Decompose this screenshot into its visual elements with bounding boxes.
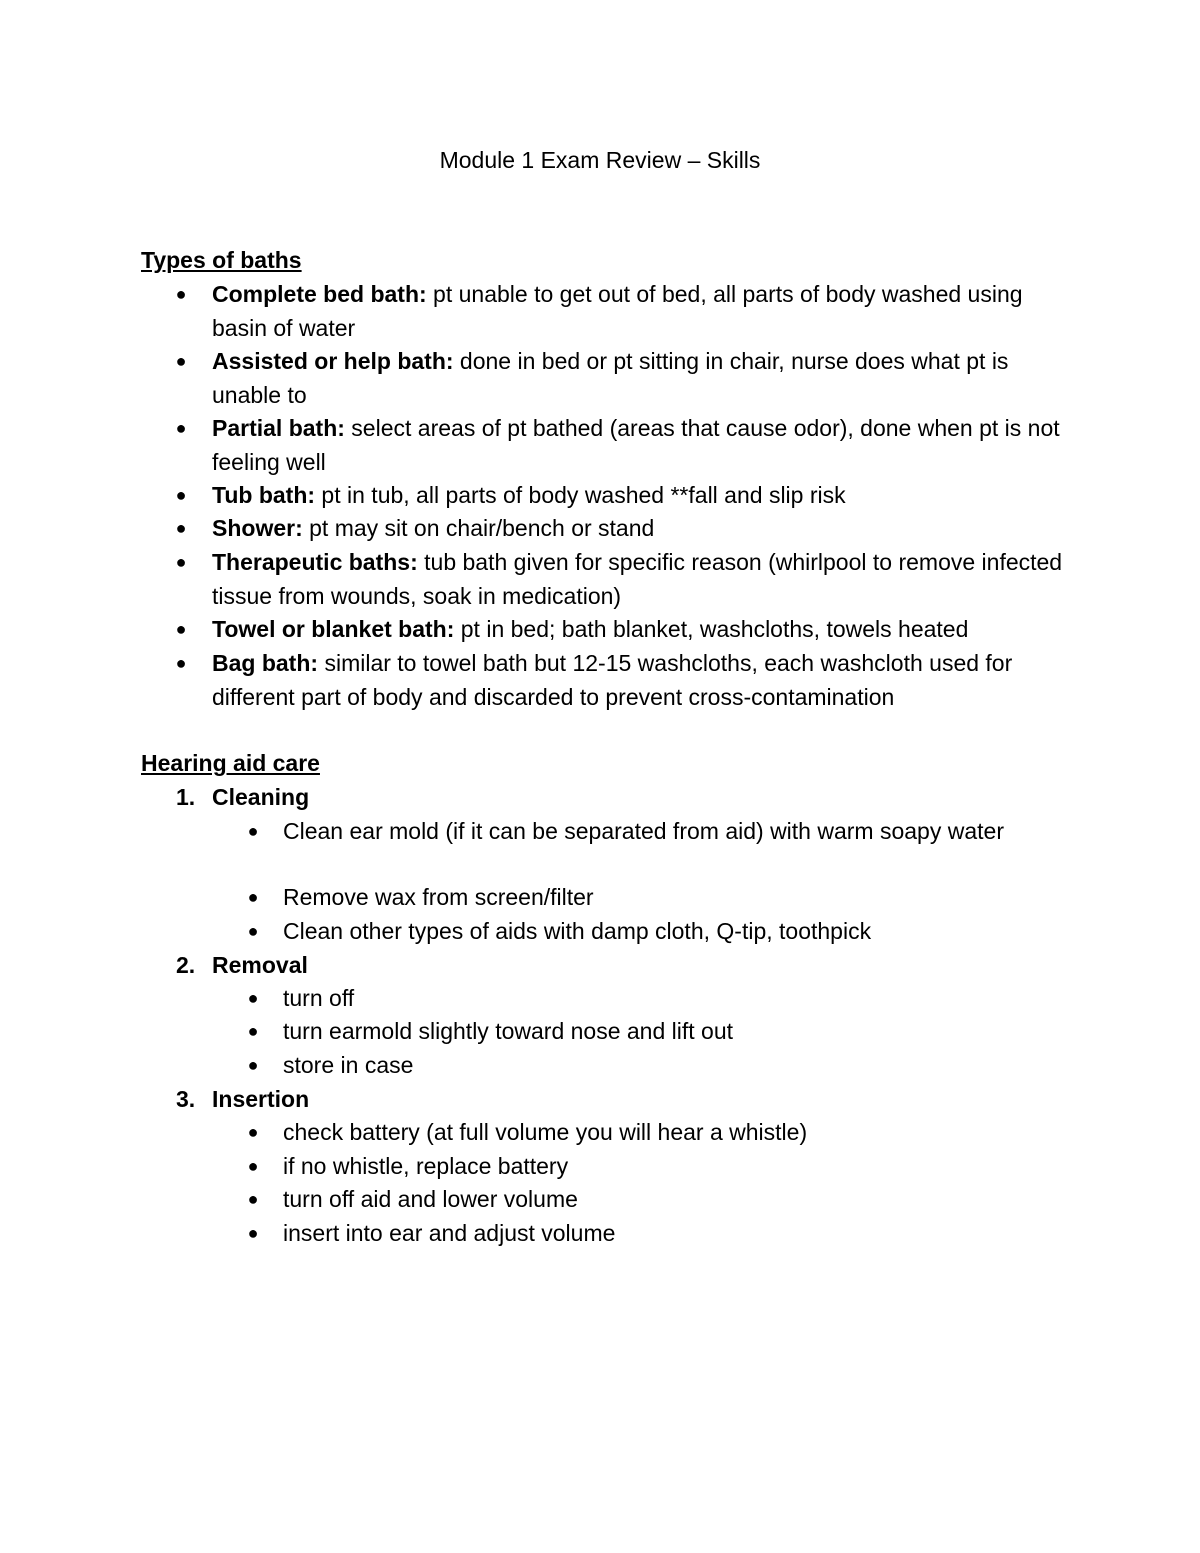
- term-label: Shower:: [212, 515, 303, 541]
- bullet-dot-icon: ●: [175, 418, 187, 438]
- list-item-text: Remove wax from screen/filter: [283, 884, 594, 910]
- term-description: select areas of pt bathed (areas that cause odor), done when pt is not feeling well: [212, 415, 1060, 475]
- list-item-text: Clean ear mold (if it can be separated from aid) with warm soapy water: [283, 818, 1004, 844]
- bullet-dot-icon: ●: [247, 1189, 259, 1209]
- bullet-dot-icon: ●: [175, 552, 187, 572]
- list-item-text: if no whistle, replace battery: [283, 1153, 569, 1179]
- step-label: Removal: [212, 952, 308, 978]
- term-description: pt in tub, all parts of body washed **fall and slip risk: [315, 482, 846, 508]
- step-number: 1.: [176, 784, 196, 810]
- list-item-text: insert into ear and adjust volume: [283, 1220, 616, 1246]
- term-label: Towel or blanket bath:: [212, 616, 455, 642]
- step-label: Cleaning: [212, 784, 310, 810]
- bullet-dot-icon: ●: [247, 821, 259, 841]
- section-heading-baths: Types of baths: [141, 247, 302, 273]
- bullet-dot-icon: ●: [247, 1021, 259, 1041]
- term-description: done in bed or pt sitting in chair, nurse does what pt is unable to: [212, 348, 1009, 408]
- term-description: pt may sit on chair/bench or stand: [302, 515, 655, 541]
- bullet-dot-icon: ●: [175, 518, 187, 538]
- bullet-dot-icon: ●: [175, 619, 187, 639]
- list-item-text: turn earmold slightly toward nose and lift out: [283, 1018, 734, 1044]
- list-item-text: check battery (at full volume you will hear a whistle): [283, 1119, 808, 1145]
- list-item-text: [212, 278, 1072, 345]
- term-label: Complete bed bath:: [212, 281, 427, 307]
- list-item-text: [212, 412, 1072, 479]
- list-item-text: turn off aid and lower volume: [283, 1186, 578, 1212]
- list-item-text: [212, 647, 1072, 714]
- bullet-dot-icon: ●: [175, 485, 187, 505]
- section-heading-hearing: Hearing aid care: [141, 750, 320, 776]
- term-description: pt in bed; bath blanket, washcloths, towels heated: [454, 616, 969, 642]
- list-item-text: store in case: [283, 1052, 414, 1078]
- bullet-dot-icon: ●: [175, 653, 187, 673]
- bullet-dot-icon: ●: [175, 351, 187, 371]
- term-label: Therapeutic baths:: [212, 549, 418, 575]
- term-label: Partial bath:: [212, 415, 345, 441]
- term-description: similar to towel bath but 12-15 washcloths, each washcloth used for different part of body and discarded to prevent cross-contamination: [212, 650, 1013, 710]
- step-number: 3.: [176, 1086, 196, 1112]
- bullet-dot-icon: ●: [247, 1156, 259, 1176]
- bullet-dot-icon: ●: [247, 1055, 259, 1075]
- list-item-text: Clean other types of aids with damp cloth, Q-tip, toothpick: [283, 918, 872, 944]
- list-item-text: [212, 479, 1072, 513]
- term-description: tub bath given for specific reason (whirlpool to remove infected tissue from wounds, soak in medication): [212, 549, 1063, 609]
- term-label: Assisted or help bath:: [212, 348, 454, 374]
- step-number: 2.: [176, 952, 196, 978]
- step-label: Insertion: [212, 1086, 310, 1112]
- term-description: pt unable to get out of bed, all parts of body washed using basin of water: [212, 281, 1023, 341]
- bullet-dot-icon: ●: [247, 1122, 259, 1142]
- term-label: Tub bath:: [212, 482, 316, 508]
- list-item-text: [212, 546, 1072, 613]
- bullet-dot-icon: ●: [175, 284, 187, 304]
- document-title: Module 1 Exam Review – Skills: [439, 147, 761, 173]
- list-item-text: [212, 345, 1072, 412]
- bullet-dot-icon: ●: [247, 988, 259, 1008]
- list-item-text: [212, 613, 1072, 647]
- bullet-dot-icon: ●: [247, 921, 259, 941]
- list-item-text: [212, 512, 1072, 546]
- bullet-dot-icon: ●: [247, 887, 259, 907]
- list-item-text: turn off: [283, 985, 355, 1011]
- term-label: Bag bath:: [212, 650, 319, 676]
- bullet-dot-icon: ●: [247, 1223, 259, 1243]
